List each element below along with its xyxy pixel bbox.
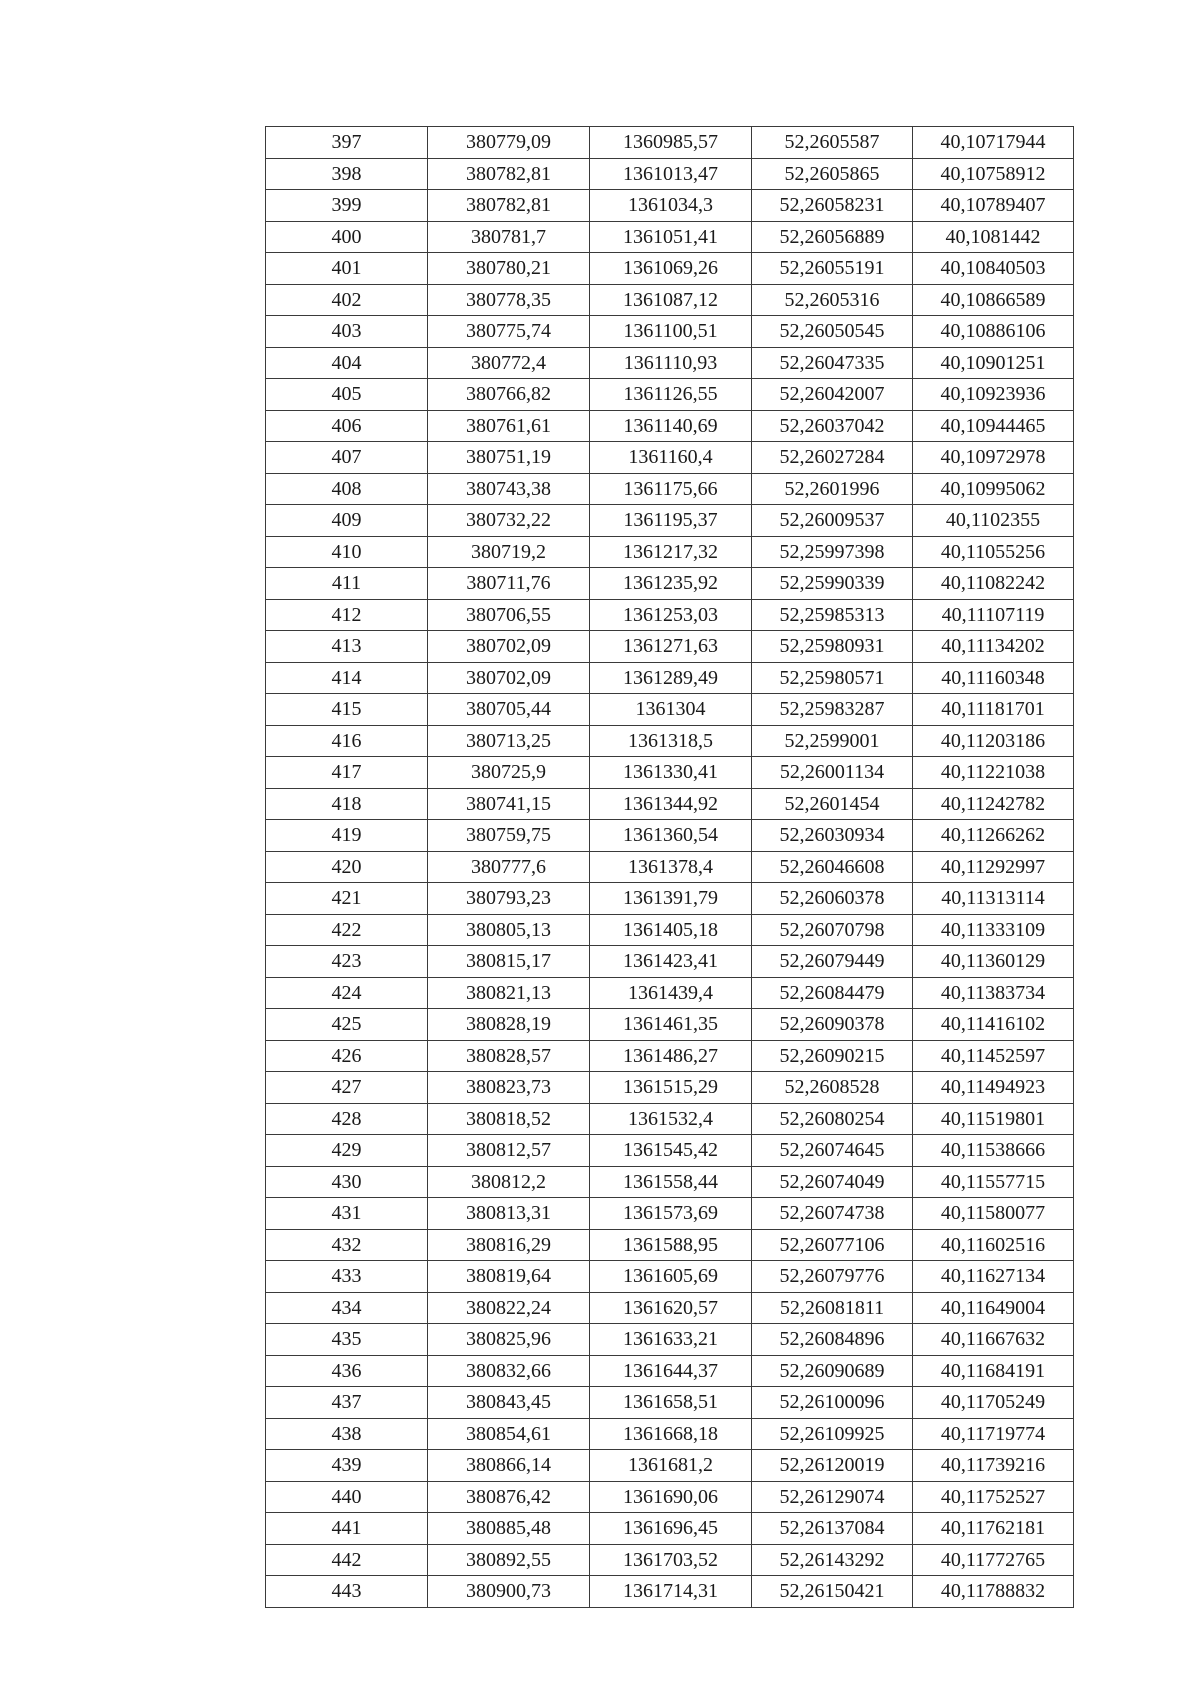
point-number-cell: 430 <box>266 1166 428 1198</box>
table-row <box>266 253 1074 285</box>
latitude-cell: 52,26009537 <box>752 505 913 537</box>
longitude-cell: 40,11266262 <box>913 820 1074 852</box>
y-coordinate-cell: 1361668,18 <box>590 1418 752 1450</box>
table-row <box>266 1261 1074 1293</box>
x-coordinate-cell: 380805,13 <box>428 914 590 946</box>
x-coordinate-cell: 380761,61 <box>428 410 590 442</box>
y-coordinate-cell: 1361588,95 <box>590 1229 752 1261</box>
longitude-cell: 40,11313114 <box>913 883 1074 915</box>
point-number-cell: 412 <box>266 599 428 631</box>
latitude-cell: 52,26090689 <box>752 1355 913 1387</box>
table-row <box>266 599 1074 631</box>
y-coordinate-cell: 1361558,44 <box>590 1166 752 1198</box>
x-coordinate-cell: 380816,29 <box>428 1229 590 1261</box>
latitude-cell: 52,26074645 <box>752 1135 913 1167</box>
longitude-cell: 40,11107119 <box>913 599 1074 631</box>
x-coordinate-cell: 380813,31 <box>428 1198 590 1230</box>
point-number-cell: 398 <box>266 158 428 190</box>
x-coordinate-cell: 380822,24 <box>428 1292 590 1324</box>
x-coordinate-cell: 380775,74 <box>428 316 590 348</box>
x-coordinate-cell: 380828,19 <box>428 1009 590 1041</box>
point-number-cell: 419 <box>266 820 428 852</box>
x-coordinate-cell: 380781,7 <box>428 221 590 253</box>
longitude-cell: 40,11788832 <box>913 1576 1074 1608</box>
y-coordinate-cell: 1361703,52 <box>590 1544 752 1576</box>
coordinates-table-body <box>266 127 1074 1608</box>
longitude-cell: 40,11557715 <box>913 1166 1074 1198</box>
table-row <box>266 127 1074 159</box>
x-coordinate-cell: 380866,14 <box>428 1450 590 1482</box>
y-coordinate-cell: 1361461,35 <box>590 1009 752 1041</box>
y-coordinate-cell: 1361140,69 <box>590 410 752 442</box>
y-coordinate-cell: 1361160,4 <box>590 442 752 474</box>
y-coordinate-cell: 1361126,55 <box>590 379 752 411</box>
longitude-cell: 40,11519801 <box>913 1103 1074 1135</box>
y-coordinate-cell: 1361545,42 <box>590 1135 752 1167</box>
table-row <box>266 1450 1074 1482</box>
table-row <box>266 1198 1074 1230</box>
y-coordinate-cell: 1361013,47 <box>590 158 752 190</box>
latitude-cell: 52,26060378 <box>752 883 913 915</box>
table-row <box>266 1324 1074 1356</box>
y-coordinate-cell: 1361330,41 <box>590 757 752 789</box>
point-number-cell: 405 <box>266 379 428 411</box>
y-coordinate-cell: 1360985,57 <box>590 127 752 159</box>
point-number-cell: 429 <box>266 1135 428 1167</box>
latitude-cell: 52,25980931 <box>752 631 913 663</box>
latitude-cell: 52,26027284 <box>752 442 913 474</box>
longitude-cell: 40,10995062 <box>913 473 1074 505</box>
point-number-cell: 424 <box>266 977 428 1009</box>
latitude-cell: 52,25997398 <box>752 536 913 568</box>
point-number-cell: 425 <box>266 1009 428 1041</box>
table-row <box>266 1072 1074 1104</box>
table-row <box>266 1513 1074 1545</box>
point-number-cell: 438 <box>266 1418 428 1450</box>
longitude-cell: 40,11203186 <box>913 725 1074 757</box>
x-coordinate-cell: 380900,73 <box>428 1576 590 1608</box>
table-row <box>266 1135 1074 1167</box>
point-number-cell: 427 <box>266 1072 428 1104</box>
table-row <box>266 347 1074 379</box>
longitude-cell: 40,11416102 <box>913 1009 1074 1041</box>
longitude-cell: 40,11772765 <box>913 1544 1074 1576</box>
table-row <box>266 1355 1074 1387</box>
x-coordinate-cell: 380732,22 <box>428 505 590 537</box>
x-coordinate-cell: 380825,96 <box>428 1324 590 1356</box>
table-row <box>266 442 1074 474</box>
table-row <box>266 694 1074 726</box>
point-number-cell: 443 <box>266 1576 428 1608</box>
x-coordinate-cell: 380778,35 <box>428 284 590 316</box>
longitude-cell: 40,10923936 <box>913 379 1074 411</box>
table-row <box>266 1544 1074 1576</box>
y-coordinate-cell: 1361271,63 <box>590 631 752 663</box>
y-coordinate-cell: 1361573,69 <box>590 1198 752 1230</box>
y-coordinate-cell: 1361235,92 <box>590 568 752 600</box>
x-coordinate-cell: 380741,15 <box>428 788 590 820</box>
y-coordinate-cell: 1361515,29 <box>590 1072 752 1104</box>
x-coordinate-cell: 380832,66 <box>428 1355 590 1387</box>
y-coordinate-cell: 1361344,92 <box>590 788 752 820</box>
x-coordinate-cell: 380702,09 <box>428 662 590 694</box>
point-number-cell: 399 <box>266 190 428 222</box>
y-coordinate-cell: 1361253,03 <box>590 599 752 631</box>
y-coordinate-cell: 1361605,69 <box>590 1261 752 1293</box>
latitude-cell: 52,26079776 <box>752 1261 913 1293</box>
latitude-cell: 52,26047335 <box>752 347 913 379</box>
y-coordinate-cell: 1361532,4 <box>590 1103 752 1135</box>
latitude-cell: 52,25985313 <box>752 599 913 631</box>
y-coordinate-cell: 1361110,93 <box>590 347 752 379</box>
longitude-cell: 40,10789407 <box>913 190 1074 222</box>
table-row <box>266 1387 1074 1419</box>
x-coordinate-cell: 380892,55 <box>428 1544 590 1576</box>
longitude-cell: 40,10901251 <box>913 347 1074 379</box>
table-row <box>266 568 1074 600</box>
table-row <box>266 851 1074 883</box>
table-row <box>266 1481 1074 1513</box>
longitude-cell: 40,11181701 <box>913 694 1074 726</box>
table-row <box>266 505 1074 537</box>
point-number-cell: 404 <box>266 347 428 379</box>
table-row <box>266 1040 1074 1072</box>
point-number-cell: 401 <box>266 253 428 285</box>
x-coordinate-cell: 380818,52 <box>428 1103 590 1135</box>
longitude-cell: 40,11739216 <box>913 1450 1074 1482</box>
x-coordinate-cell: 380793,23 <box>428 883 590 915</box>
x-coordinate-cell: 380782,81 <box>428 158 590 190</box>
point-number-cell: 408 <box>266 473 428 505</box>
longitude-cell: 40,11360129 <box>913 946 1074 978</box>
table-row <box>266 473 1074 505</box>
latitude-cell: 52,26150421 <box>752 1576 913 1608</box>
latitude-cell: 52,26042007 <box>752 379 913 411</box>
latitude-cell: 52,2601996 <box>752 473 913 505</box>
longitude-cell: 40,11160348 <box>913 662 1074 694</box>
y-coordinate-cell: 1361087,12 <box>590 284 752 316</box>
point-number-cell: 442 <box>266 1544 428 1576</box>
point-number-cell: 433 <box>266 1261 428 1293</box>
x-coordinate-cell: 380823,73 <box>428 1072 590 1104</box>
latitude-cell: 52,26030934 <box>752 820 913 852</box>
table-row <box>266 725 1074 757</box>
y-coordinate-cell: 1361034,3 <box>590 190 752 222</box>
x-coordinate-cell: 380777,6 <box>428 851 590 883</box>
x-coordinate-cell: 380713,25 <box>428 725 590 757</box>
latitude-cell: 52,26129074 <box>752 1481 913 1513</box>
point-number-cell: 414 <box>266 662 428 694</box>
longitude-cell: 40,11719774 <box>913 1418 1074 1450</box>
y-coordinate-cell: 1361318,5 <box>590 725 752 757</box>
longitude-cell: 40,10717944 <box>913 127 1074 159</box>
y-coordinate-cell: 1361633,21 <box>590 1324 752 1356</box>
point-number-cell: 397 <box>266 127 428 159</box>
x-coordinate-cell: 380812,57 <box>428 1135 590 1167</box>
latitude-cell: 52,26084896 <box>752 1324 913 1356</box>
table-row <box>266 757 1074 789</box>
table-row <box>266 1009 1074 1041</box>
latitude-cell: 52,26077106 <box>752 1229 913 1261</box>
point-number-cell: 413 <box>266 631 428 663</box>
point-number-cell: 418 <box>266 788 428 820</box>
latitude-cell: 52,26084479 <box>752 977 913 1009</box>
x-coordinate-cell: 380702,09 <box>428 631 590 663</box>
latitude-cell: 52,2605865 <box>752 158 913 190</box>
x-coordinate-cell: 380819,64 <box>428 1261 590 1293</box>
y-coordinate-cell: 1361289,49 <box>590 662 752 694</box>
table-row <box>266 914 1074 946</box>
latitude-cell: 52,26074049 <box>752 1166 913 1198</box>
latitude-cell: 52,25990339 <box>752 568 913 600</box>
latitude-cell: 52,26109925 <box>752 1418 913 1450</box>
x-coordinate-cell: 380779,09 <box>428 127 590 159</box>
y-coordinate-cell: 1361100,51 <box>590 316 752 348</box>
latitude-cell: 52,26055191 <box>752 253 913 285</box>
point-number-cell: 400 <box>266 221 428 253</box>
point-number-cell: 402 <box>266 284 428 316</box>
x-coordinate-cell: 380885,48 <box>428 1513 590 1545</box>
latitude-cell: 52,2599001 <box>752 725 913 757</box>
point-number-cell: 420 <box>266 851 428 883</box>
latitude-cell: 52,26090378 <box>752 1009 913 1041</box>
longitude-cell: 40,11333109 <box>913 914 1074 946</box>
point-number-cell: 437 <box>266 1387 428 1419</box>
point-number-cell: 417 <box>266 757 428 789</box>
y-coordinate-cell: 1361439,4 <box>590 977 752 1009</box>
table-row <box>266 379 1074 411</box>
x-coordinate-cell: 380815,17 <box>428 946 590 978</box>
table-row <box>266 410 1074 442</box>
table-row <box>266 1576 1074 1608</box>
latitude-cell: 52,26070798 <box>752 914 913 946</box>
point-number-cell: 432 <box>266 1229 428 1261</box>
latitude-cell: 52,26056889 <box>752 221 913 253</box>
latitude-cell: 52,2608528 <box>752 1072 913 1104</box>
point-number-cell: 441 <box>266 1513 428 1545</box>
table-row <box>266 662 1074 694</box>
x-coordinate-cell: 380843,45 <box>428 1387 590 1419</box>
point-number-cell: 415 <box>266 694 428 726</box>
longitude-cell: 40,1081442 <box>913 221 1074 253</box>
longitude-cell: 40,11627134 <box>913 1261 1074 1293</box>
longitude-cell: 40,11452597 <box>913 1040 1074 1072</box>
y-coordinate-cell: 1361620,57 <box>590 1292 752 1324</box>
x-coordinate-cell: 380759,75 <box>428 820 590 852</box>
y-coordinate-cell: 1361681,2 <box>590 1450 752 1482</box>
table-row <box>266 883 1074 915</box>
point-number-cell: 422 <box>266 914 428 946</box>
longitude-cell: 40,10758912 <box>913 158 1074 190</box>
x-coordinate-cell: 380711,76 <box>428 568 590 600</box>
point-number-cell: 435 <box>266 1324 428 1356</box>
longitude-cell: 40,11705249 <box>913 1387 1074 1419</box>
x-coordinate-cell: 380705,44 <box>428 694 590 726</box>
point-number-cell: 423 <box>266 946 428 978</box>
x-coordinate-cell: 380780,21 <box>428 253 590 285</box>
table-row <box>266 977 1074 1009</box>
y-coordinate-cell: 1361423,41 <box>590 946 752 978</box>
y-coordinate-cell: 1361360,54 <box>590 820 752 852</box>
coordinates-table <box>265 126 1074 1608</box>
latitude-cell: 52,26080254 <box>752 1103 913 1135</box>
latitude-cell: 52,26120019 <box>752 1450 913 1482</box>
latitude-cell: 52,26074738 <box>752 1198 913 1230</box>
latitude-cell: 52,2605316 <box>752 284 913 316</box>
x-coordinate-cell: 380828,57 <box>428 1040 590 1072</box>
y-coordinate-cell: 1361696,45 <box>590 1513 752 1545</box>
longitude-cell: 40,11649004 <box>913 1292 1074 1324</box>
longitude-cell: 40,10944465 <box>913 410 1074 442</box>
y-coordinate-cell: 1361069,26 <box>590 253 752 285</box>
longitude-cell: 40,11242782 <box>913 788 1074 820</box>
point-number-cell: 436 <box>266 1355 428 1387</box>
table-row <box>266 1292 1074 1324</box>
y-coordinate-cell: 1361644,37 <box>590 1355 752 1387</box>
point-number-cell: 439 <box>266 1450 428 1482</box>
x-coordinate-cell: 380782,81 <box>428 190 590 222</box>
longitude-cell: 40,10866589 <box>913 284 1074 316</box>
longitude-cell: 40,11292997 <box>913 851 1074 883</box>
longitude-cell: 40,11752527 <box>913 1481 1074 1513</box>
table-row <box>266 536 1074 568</box>
longitude-cell: 40,11082242 <box>913 568 1074 600</box>
y-coordinate-cell: 1361391,79 <box>590 883 752 915</box>
longitude-cell: 40,11580077 <box>913 1198 1074 1230</box>
latitude-cell: 52,26046608 <box>752 851 913 883</box>
point-number-cell: 410 <box>266 536 428 568</box>
y-coordinate-cell: 1361195,37 <box>590 505 752 537</box>
point-number-cell: 428 <box>266 1103 428 1135</box>
table-row <box>266 1229 1074 1261</box>
table-row <box>266 1418 1074 1450</box>
latitude-cell: 52,25983287 <box>752 694 913 726</box>
latitude-cell: 52,26100096 <box>752 1387 913 1419</box>
point-number-cell: 411 <box>266 568 428 600</box>
y-coordinate-cell: 1361714,31 <box>590 1576 752 1608</box>
table-row <box>266 631 1074 663</box>
longitude-cell: 40,11667632 <box>913 1324 1074 1356</box>
table-row <box>266 1166 1074 1198</box>
point-number-cell: 434 <box>266 1292 428 1324</box>
table-row <box>266 1103 1074 1135</box>
latitude-cell: 52,26143292 <box>752 1544 913 1576</box>
longitude-cell: 40,11684191 <box>913 1355 1074 1387</box>
longitude-cell: 40,10886106 <box>913 316 1074 348</box>
point-number-cell: 426 <box>266 1040 428 1072</box>
y-coordinate-cell: 1361658,51 <box>590 1387 752 1419</box>
longitude-cell: 40,10972978 <box>913 442 1074 474</box>
x-coordinate-cell: 380772,4 <box>428 347 590 379</box>
y-coordinate-cell: 1361690,06 <box>590 1481 752 1513</box>
y-coordinate-cell: 1361217,32 <box>590 536 752 568</box>
x-coordinate-cell: 380751,19 <box>428 442 590 474</box>
point-number-cell: 407 <box>266 442 428 474</box>
x-coordinate-cell: 380854,61 <box>428 1418 590 1450</box>
longitude-cell: 40,11134202 <box>913 631 1074 663</box>
x-coordinate-cell: 380743,38 <box>428 473 590 505</box>
x-coordinate-cell: 380876,42 <box>428 1481 590 1513</box>
x-coordinate-cell: 380725,9 <box>428 757 590 789</box>
x-coordinate-cell: 380766,82 <box>428 379 590 411</box>
table-row <box>266 316 1074 348</box>
y-coordinate-cell: 1361486,27 <box>590 1040 752 1072</box>
y-coordinate-cell: 1361405,18 <box>590 914 752 946</box>
x-coordinate-cell: 380719,2 <box>428 536 590 568</box>
latitude-cell: 52,26090215 <box>752 1040 913 1072</box>
longitude-cell: 40,11055256 <box>913 536 1074 568</box>
longitude-cell: 40,11494923 <box>913 1072 1074 1104</box>
latitude-cell: 52,26050545 <box>752 316 913 348</box>
y-coordinate-cell: 1361378,4 <box>590 851 752 883</box>
longitude-cell: 40,10840503 <box>913 253 1074 285</box>
longitude-cell: 40,11762181 <box>913 1513 1074 1545</box>
y-coordinate-cell: 1361051,41 <box>590 221 752 253</box>
longitude-cell: 40,11383734 <box>913 977 1074 1009</box>
point-number-cell: 406 <box>266 410 428 442</box>
table-row <box>266 946 1074 978</box>
point-number-cell: 416 <box>266 725 428 757</box>
table-row <box>266 820 1074 852</box>
table-row <box>266 788 1074 820</box>
latitude-cell: 52,2605587 <box>752 127 913 159</box>
x-coordinate-cell: 380812,2 <box>428 1166 590 1198</box>
latitude-cell: 52,26079449 <box>752 946 913 978</box>
x-coordinate-cell: 380706,55 <box>428 599 590 631</box>
point-number-cell: 440 <box>266 1481 428 1513</box>
longitude-cell: 40,1102355 <box>913 505 1074 537</box>
table-row <box>266 221 1074 253</box>
point-number-cell: 409 <box>266 505 428 537</box>
latitude-cell: 52,26037042 <box>752 410 913 442</box>
point-number-cell: 431 <box>266 1198 428 1230</box>
latitude-cell: 52,26058231 <box>752 190 913 222</box>
point-number-cell: 421 <box>266 883 428 915</box>
latitude-cell: 52,25980571 <box>752 662 913 694</box>
latitude-cell: 52,2601454 <box>752 788 913 820</box>
point-number-cell: 403 <box>266 316 428 348</box>
longitude-cell: 40,11538666 <box>913 1135 1074 1167</box>
table-row <box>266 158 1074 190</box>
latitude-cell: 52,26001134 <box>752 757 913 789</box>
table-row <box>266 190 1074 222</box>
table-row <box>266 284 1074 316</box>
latitude-cell: 52,26137084 <box>752 1513 913 1545</box>
y-coordinate-cell: 1361175,66 <box>590 473 752 505</box>
y-coordinate-cell: 1361304 <box>590 694 752 726</box>
x-coordinate-cell: 380821,13 <box>428 977 590 1009</box>
longitude-cell: 40,11221038 <box>913 757 1074 789</box>
longitude-cell: 40,11602516 <box>913 1229 1074 1261</box>
latitude-cell: 52,26081811 <box>752 1292 913 1324</box>
